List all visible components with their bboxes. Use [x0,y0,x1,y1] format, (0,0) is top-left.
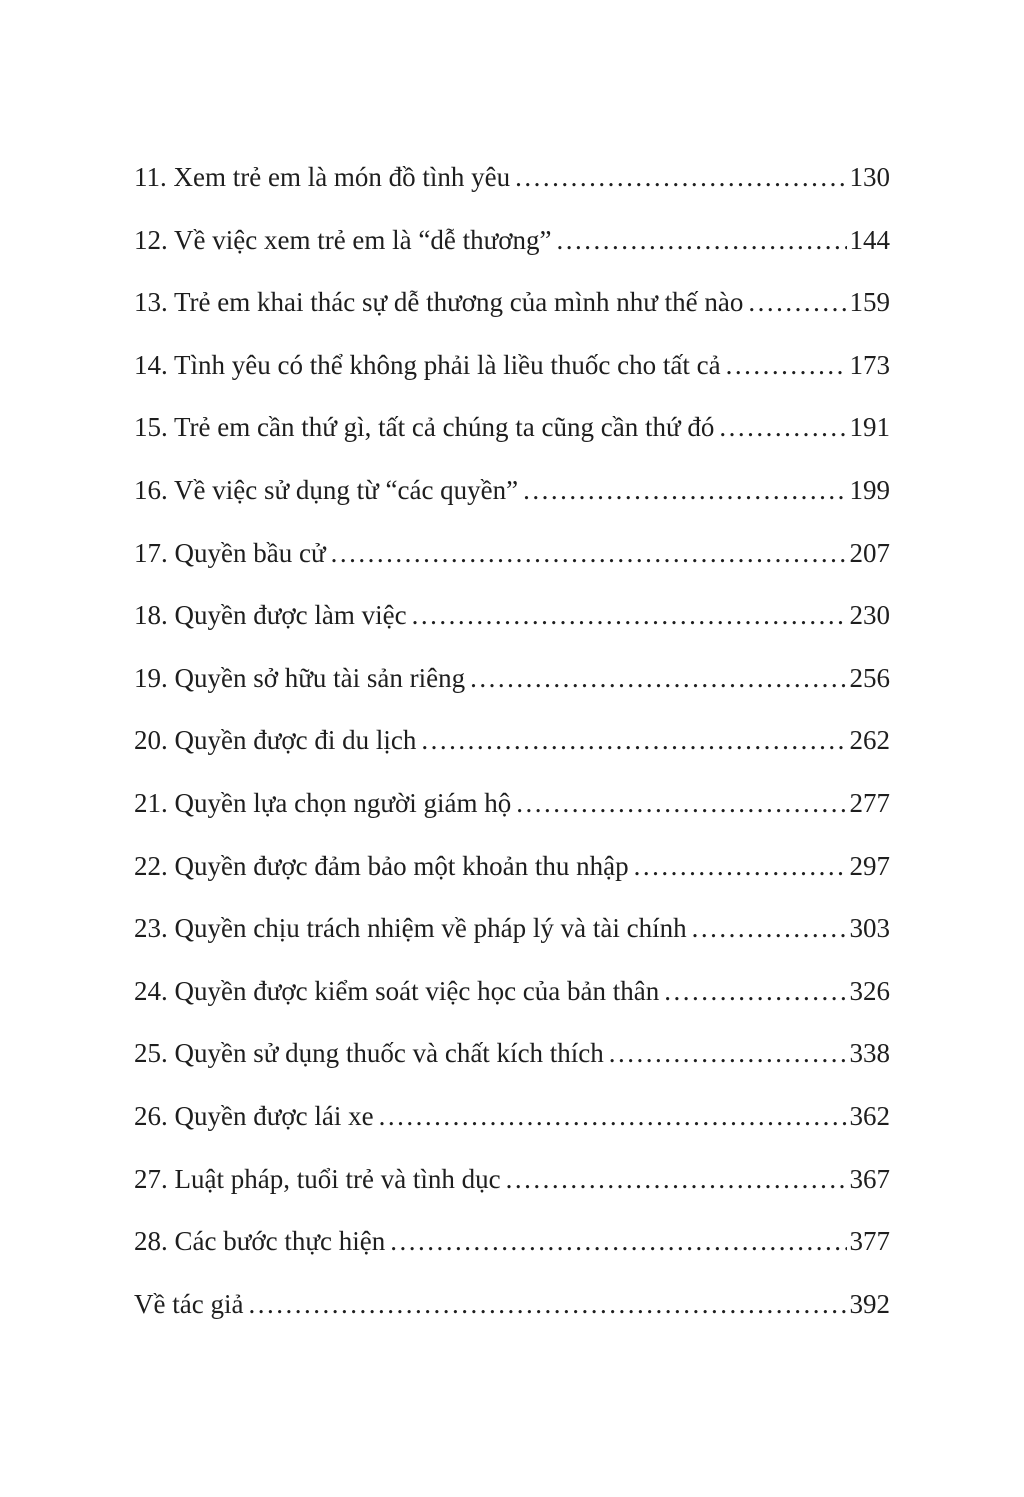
toc-entry-title: 23. Quyền chịu trách nhiệm về pháp lý và tài chính [134,913,687,944]
toc-entry [134,709,890,772]
toc-entry [134,960,890,1023]
toc-entry-title: 24. Quyền được kiểm soát việc học của bản thân [134,975,660,1006]
toc-entry-page: 256 [849,662,890,693]
toc-leader-dots [523,459,846,522]
toc-entry [134,396,890,459]
toc-leader-dots [421,709,846,772]
toc-leader-dots [516,772,846,835]
toc-list [134,146,890,1335]
toc-entry [134,146,890,209]
toc-leader-dots [515,146,846,209]
toc-leader-dots [379,1085,847,1148]
toc-leader-dots [634,835,847,898]
toc-entry [134,772,890,835]
toc-entry-title: 16. Về việc sử dụng từ “các quyền” [134,474,519,505]
toc-entry-title: 26. Quyền được lái xe [134,1100,374,1131]
toc-entry [134,209,890,272]
toc-entry [134,459,890,522]
toc-leader-dots [557,209,847,272]
toc-entry-page: 262 [849,725,890,756]
toc-entry-page: 392 [849,1288,890,1319]
toc-entry [134,1085,890,1148]
toc-entry-title: 27. Luật pháp, tuổi trẻ và tình dục [134,1163,501,1194]
toc-leader-dots [331,522,847,585]
toc-leader-dots [506,1148,847,1211]
toc-entry-page: 207 [849,537,890,568]
toc-entry-title: 21. Quyền lựa chọn người giám hộ [134,787,512,818]
toc-entry-title: 15. Trẻ em cần thứ gì, tất cả chúng ta cũng cần thứ đó [134,412,715,443]
toc-leader-dots [390,1210,846,1273]
toc-entry-title: 18. Quyền được làm việc [134,600,407,631]
toc-entry-page: 277 [849,787,890,818]
toc-leader-dots [248,1273,846,1336]
toc-entry [134,897,890,960]
toc-entry-page: 297 [849,850,890,881]
toc-entry-title: 22. Quyền được đảm bảo một khoản thu nhập [134,850,629,881]
toc-entry-page: 144 [849,224,890,255]
toc-entry-title: 25. Quyền sử dụng thuốc và chất kích thích [134,1038,604,1069]
toc-leader-dots [664,960,846,1023]
toc-leader-dots [748,271,846,334]
toc-entry-title: 11. Xem trẻ em là món đồ tình yêu [134,162,511,192]
toc-entry [134,1210,890,1273]
toc-entry-page: 173 [849,349,890,380]
toc-entry-page: 377 [849,1226,890,1257]
toc-entry-page: 362 [849,1100,890,1131]
toc-entry-page: 130 [849,162,890,192]
toc-entry-title: 14. Tình yêu có thể không phải là liều thuốc cho tất cả [134,349,721,380]
toc-entry-title: 20. Quyền được đi du lịch [134,725,417,756]
toc-entry [134,334,890,397]
toc-leader-dots [719,396,846,459]
toc-entry-page: 367 [849,1163,890,1194]
toc-entry-page: 338 [849,1038,890,1069]
toc-entry-title: 19. Quyền sở hữu tài sản riêng [134,662,466,693]
toc-entry-title: 13. Trẻ em khai thác sự dễ thương của mình như thế nào [134,287,744,318]
toc-entry [134,1022,890,1085]
toc-entry-page: 191 [849,412,890,443]
toc-entry-page: 199 [849,474,890,505]
toc-entry-title: Về tác giả [134,1288,244,1319]
toc-leader-dots [692,897,847,960]
toc-entry [134,1273,890,1336]
toc-leader-dots [609,1022,847,1085]
toc-entry [134,584,890,647]
toc-entry [134,647,890,710]
toc-entry-page: 326 [849,975,890,1006]
toc-leader-dots [412,584,847,647]
toc-entry-page: 303 [849,913,890,944]
toc-entry-title: 17. Quyền bầu cử [134,537,326,568]
toc-entry-page: 230 [849,600,890,631]
toc-leader-dots [470,647,846,710]
toc-entry [134,271,890,334]
toc-entry [134,835,890,898]
toc-entry [134,1148,890,1211]
toc-entry-title: 28. Các bước thực hiện [134,1226,386,1257]
toc-entry-title: 12. Về việc xem trẻ em là “dễ thương” [134,224,552,255]
toc-entry-page: 159 [849,287,890,318]
toc-entry [134,522,890,585]
toc-leader-dots [726,334,847,397]
